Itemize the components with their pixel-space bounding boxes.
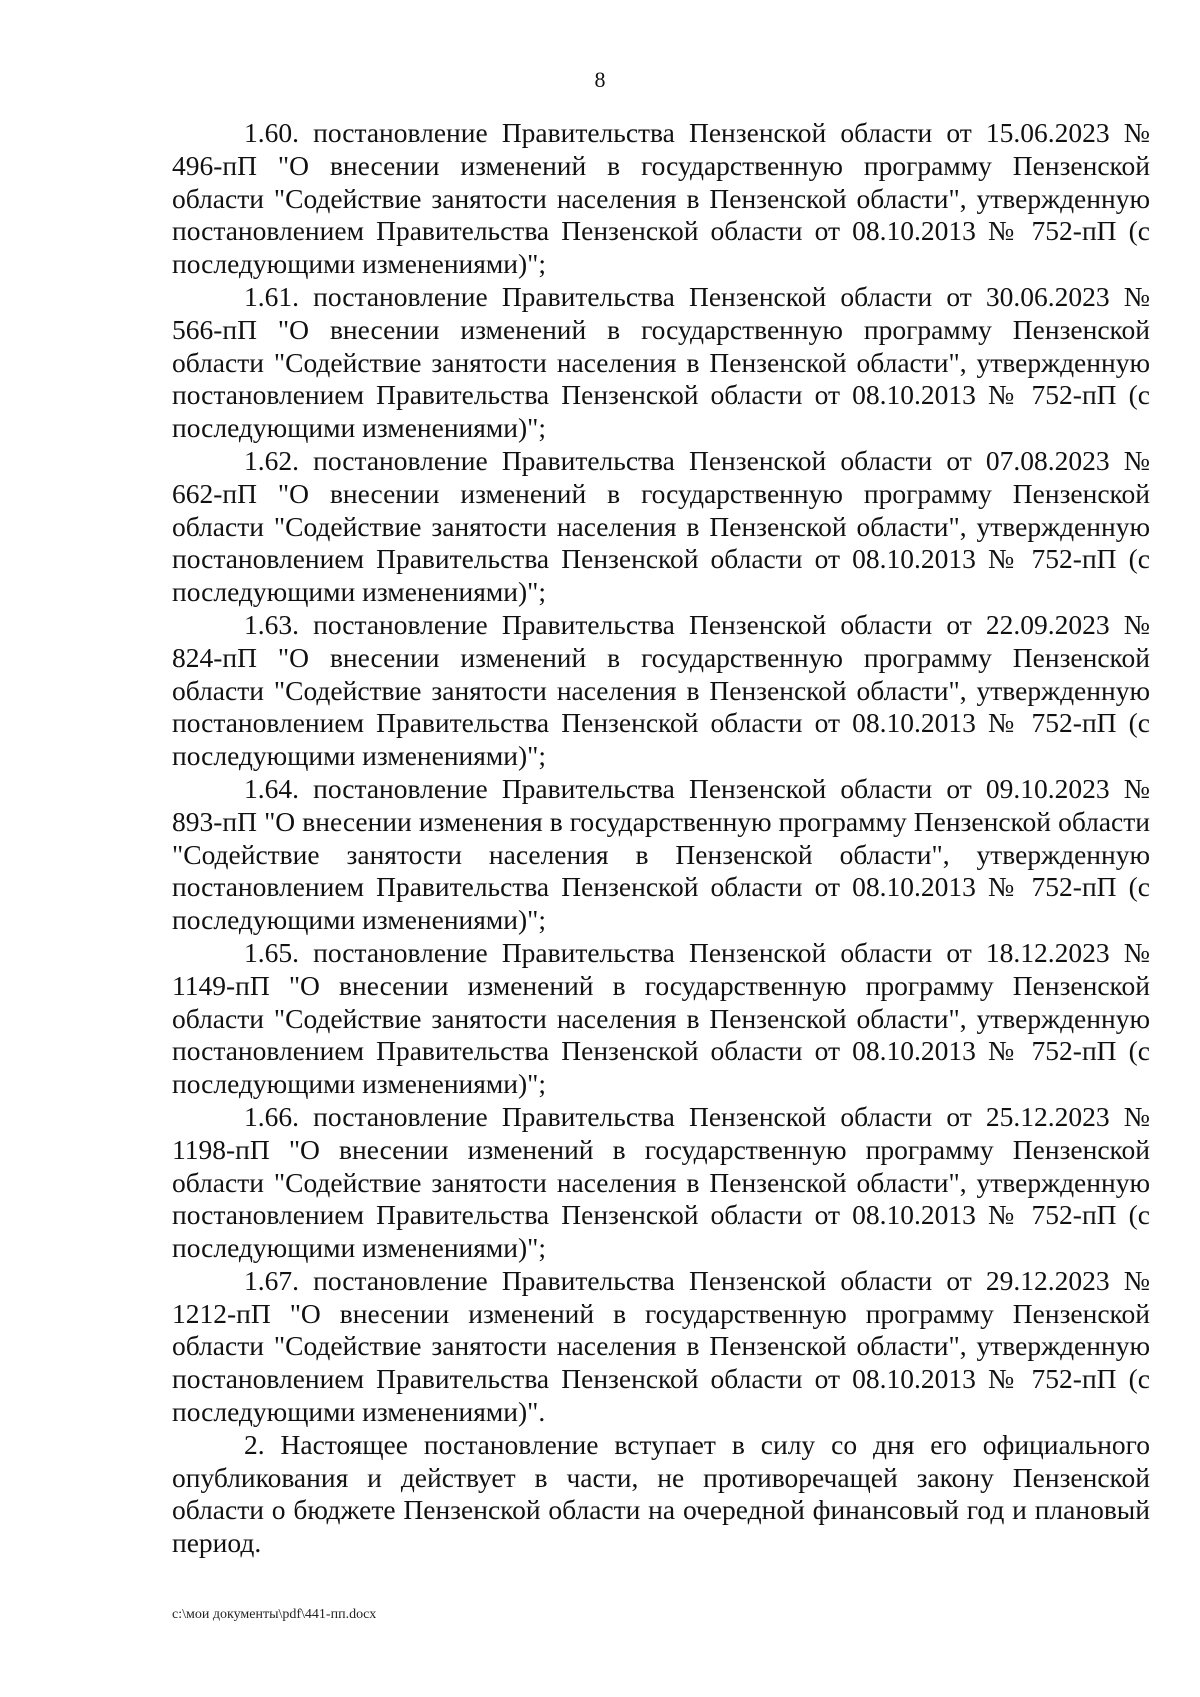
footer-file-path: c:\мои документы\pdf\441-пп.docx bbox=[172, 1607, 377, 1622]
paragraph-1-63: 1.63. постановление Правительства Пензенской области от 22.09.2023 № 824-пП "О внесении изменений в государственную программу Пензенской области "Содействие занятости населения в Пензенской области", утвержденную постановлением Правительства Пензенской области от 08.10.2013 № 752-пП (с последующими изменениями)"; bbox=[172, 608, 1150, 772]
paragraph-1-65: 1.65. постановление Правительства Пензенской области от 18.12.2023 № 1149-пП "О внесении изменений в государственную программу Пензенской области "Содействие занятости населения в Пензенской области", утвержденную постановлением Правительства Пензенской области от 08.10.2013 № 752-пП (с последующими изменениями)"; bbox=[172, 936, 1150, 1100]
paragraph-1-62: 1.62. постановление Правительства Пензенской области от 07.08.2023 № 662-пП "О внесении изменений в государственную программу Пензенской области "Содействие занятости населения в Пензенской области", утвержденную постановлением Правительства Пензенской области от 08.10.2013 № 752-пП (с последующими изменениями)"; bbox=[172, 444, 1150, 608]
document-body bbox=[172, 117, 1150, 1560]
page-number: 8 bbox=[594, 67, 606, 92]
paragraph-1-64: 1.64. постановление Правительства Пензенской области от 09.10.2023 № 893-пП "О внесении изменения в государственную программу Пензенской области "Содействие занятости населения в Пензенской области", утвержденную постановлением Правительства Пензенской области от 08.10.2013 № 752-пП (с последующими изменениями)"; bbox=[172, 772, 1150, 936]
paragraph-1-67: 1.67. постановление Правительства Пензенской области от 29.12.2023 № 1212-пП "О внесении изменений в государственную программу Пензенской области "Содействие занятости населения в Пензенской области", утвержденную постановлением Правительства Пензенской области от 08.10.2013 № 752-пП (с последующими изменениями)". bbox=[172, 1264, 1150, 1428]
paragraph-1-61: 1.61. постановление Правительства Пензенской области от 30.06.2023 № 566-пП "О внесении изменений в государственную программу Пензенской области "Содействие занятости населения в Пензенской области", утвержденную постановлением Правительства Пензенской области от 08.10.2013 № 752-пП (с последующими изменениями)"; bbox=[172, 280, 1150, 444]
paragraph-1-60: 1.60. постановление Правительства Пензенской области от 15.06.2023 № 496-пП "О внесении изменений в государственную программу Пензенской области "Содействие занятости населения в Пензенской области", утвержденную постановлением Правительства Пензенской области от 08.10.2013 № 752-пП (с последующими изменениями)"; bbox=[172, 117, 1150, 280]
paragraph-2: 2. Настоящее постановление вступает в силу со дня его официального опубликования и действует в части, не противоречащей закону Пензенской области о бюджете Пензенской области на очередной финансовый год и плановый период. bbox=[172, 1428, 1150, 1559]
paragraph-1-66: 1.66. постановление Правительства Пензенской области от 25.12.2023 № 1198-пП "О внесении изменений в государственную программу Пензенской области "Содействие занятости населения в Пензенской области", утвержденную постановлением Правительства Пензенской области от 08.10.2013 № 752-пП (с последующими изменениями)"; bbox=[172, 1100, 1150, 1264]
